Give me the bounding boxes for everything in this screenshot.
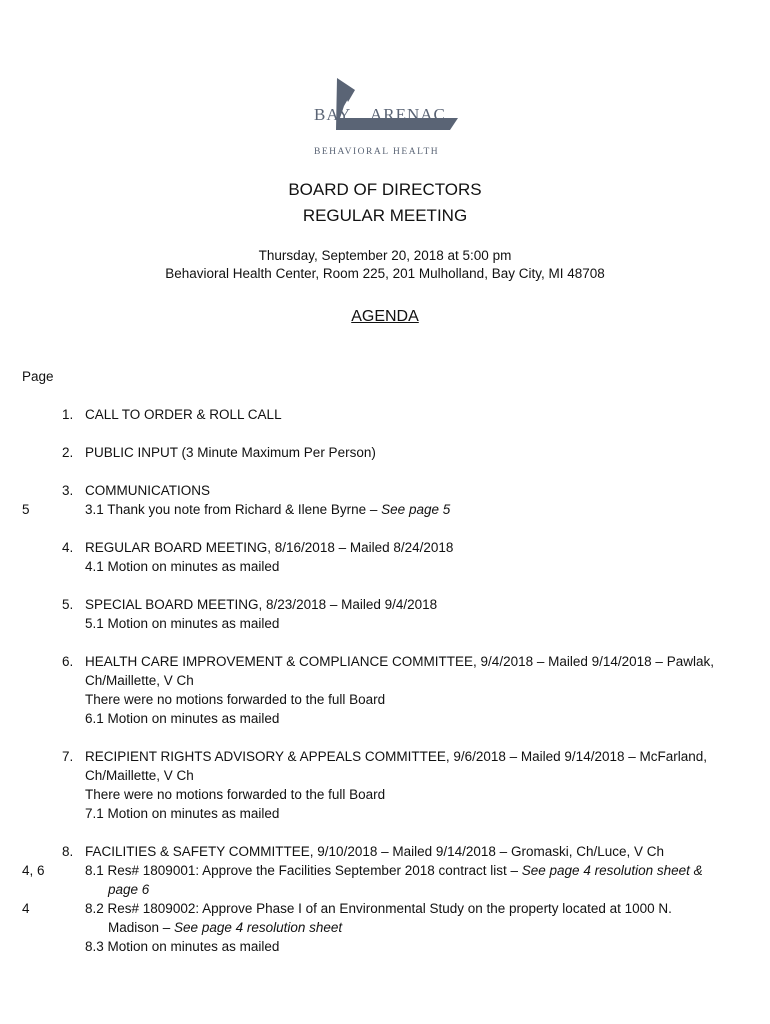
subitem-text-continued: Madison – [108, 920, 175, 935]
logo-word-arenac: ARENAC [370, 105, 446, 124]
subitem-text: 6.1 Motion on minutes as mailed [85, 711, 280, 726]
subitem-page-ref-continued: page 6 [108, 882, 150, 897]
subitem-text: 5.1 Motion on minutes as mailed [85, 616, 280, 631]
item-title: HEALTH CARE IMPROVEMENT & COMPLIANCE COMMITTEE, 9/4/2018 – Mailed 9/14/2018 – Pawlak, [85, 654, 714, 669]
item-title: COMMUNICATIONS [85, 483, 210, 498]
subitem-text: 4.1 Motion on minutes as mailed [85, 559, 280, 574]
item-number: 1. [62, 407, 74, 422]
meeting-location: Behavioral Health Center, Room 225, 201 Mulholland, Bay City, MI 48708 [165, 266, 605, 281]
item-title: REGULAR BOARD MEETING, 8/16/2018 – Mailed 8/24/2018 [85, 540, 454, 555]
subitem-text: 8.2 Res# 1809002: Approve Phase I of an Environmental Study on the property located at 1000 N. [85, 901, 672, 916]
item-title: SPECIAL BOARD MEETING, 8/23/2018 – Mailed 9/4/2018 [85, 597, 438, 612]
subitem-text: 8.1 Res# 1809001: Approve the Facilities September 2018 contract list – [85, 863, 522, 878]
item-number: 8. [62, 844, 74, 859]
bay-arenac-logo [300, 72, 470, 162]
item-number: 6. [62, 654, 74, 669]
agenda-heading [0, 308, 770, 326]
item-number: 5. [62, 597, 74, 612]
item-title: RECIPIENT RIGHTS ADVISORY & APPEALS COMMITTEE, 9/6/2018 – Mailed 9/14/2018 – McFarland, [85, 749, 708, 764]
subitem-page-ref: See page 4 resolution sheet & [521, 863, 703, 878]
agenda-heading-text: AGENDA [351, 308, 419, 325]
item-title: FACILITIES & SAFETY COMMITTEE, 9/10/2018 – Mailed 9/14/2018 – Gromaski, Ch/Luce, V Ch [85, 844, 664, 859]
page-reference: 5 [22, 502, 30, 517]
meeting-date: Thursday, September 20, 2018 at 5:00 pm [258, 248, 512, 263]
subitem-text: 7.1 Motion on minutes as mailed [85, 806, 280, 821]
item-title-continued: Ch/Maillette, V Ch [85, 673, 194, 688]
document-title: BOARD OF DIRECTORS [288, 180, 482, 199]
page-reference: 4, 6 [22, 863, 45, 878]
item-number: 4. [62, 540, 74, 555]
item-title-continued: Ch/Maillette, V Ch [85, 768, 194, 783]
logo-word-bay: BAY [314, 105, 352, 124]
logo-subtitle: BEHAVIORAL HEALTH [314, 147, 440, 157]
item-number: 3. [62, 483, 74, 498]
subitem-page-ref: See page 4 resolution sheet [174, 920, 343, 935]
subitem-text-wrap [85, 500, 450, 519]
subitem-text: 8.3 Motion on minutes as mailed [85, 939, 280, 954]
logo-graphic [300, 72, 470, 162]
subitem-continued-wrap [108, 918, 342, 937]
item-note: There were no motions forwarded to the full Board [85, 692, 386, 707]
item-title: PUBLIC INPUT (3 Minute Maximum Per Person) [85, 445, 376, 460]
item-title: CALL TO ORDER & ROLL CALL [85, 407, 282, 422]
item-number: 2. [62, 445, 74, 460]
page-column-label: Page [22, 369, 54, 384]
subitem-page-ref: See page 5 [381, 502, 451, 517]
item-number: 7. [62, 749, 74, 764]
subitem-text: 3.1 Thank you note from Richard & Ilene Byrne – [85, 502, 382, 517]
document-subtitle: REGULAR MEETING [302, 206, 468, 225]
subitem-text-wrap [85, 861, 703, 880]
page-reference: 4 [22, 901, 30, 916]
item-note: There were no motions forwarded to the full Board [85, 787, 386, 802]
